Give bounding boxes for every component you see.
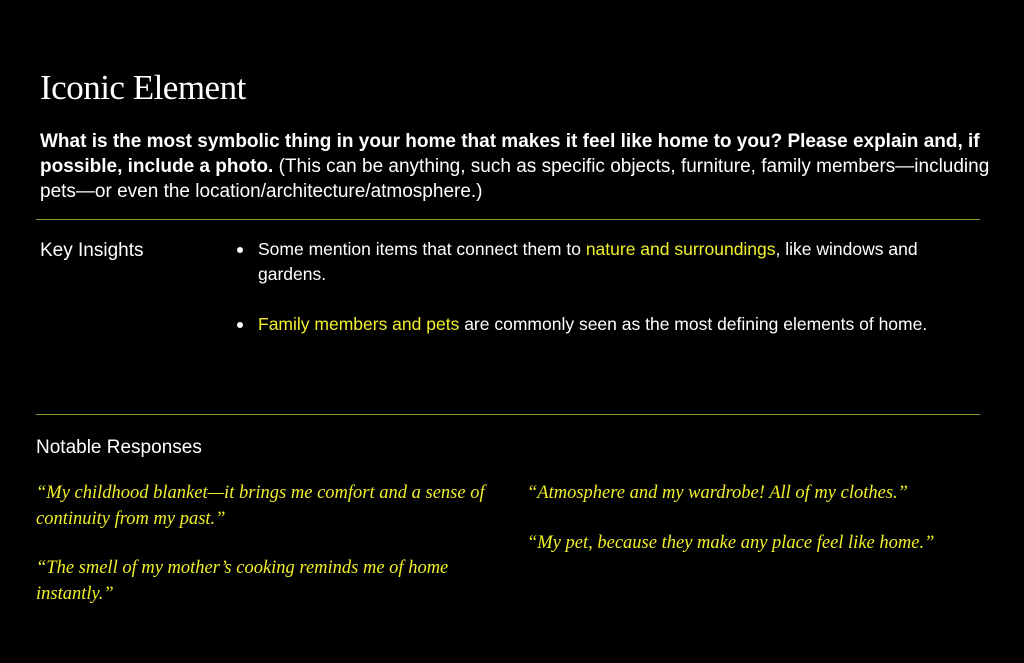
response-quote: “The smell of my mother’s cooking reminds me of home instantly.” bbox=[36, 558, 449, 604]
bullet-icon bbox=[237, 247, 243, 253]
insight-text: , like windows and gardens. bbox=[258, 239, 918, 284]
key-insights-list bbox=[236, 237, 984, 362]
insight-text: are commonly seen as the most defining elements of home. bbox=[459, 314, 928, 334]
key-insights-label: Key Insights bbox=[40, 240, 144, 261]
question-bold-text: What is the most symbolic thing in your home that makes it feel like home to you? Please explain and, if possible, include a photo. bbox=[40, 131, 980, 177]
page-title: Iconic Element bbox=[40, 68, 246, 107]
section-divider bbox=[36, 219, 980, 220]
bullet-icon bbox=[237, 322, 243, 328]
insight-item bbox=[236, 237, 984, 287]
insight-highlight: Family members and pets bbox=[258, 314, 460, 334]
response-quote: “Atmosphere and my wardrobe! All of my clothes.” bbox=[527, 483, 908, 503]
response-quote: “My pet, because they make any place feel like home.” bbox=[527, 533, 935, 553]
insight-highlight: nature and surroundings bbox=[585, 239, 776, 259]
question-note-text: (This can be anything, such as specific objects, furniture, family members—including pets—or even the location/architecture/atmosphere.) bbox=[40, 156, 990, 202]
response-quote: “My childhood blanket—it brings me comfort and a sense of continuity from my past.” bbox=[36, 483, 485, 529]
section-divider bbox=[36, 414, 980, 415]
notable-responses-label: Notable Responses bbox=[36, 437, 202, 458]
survey-question bbox=[40, 129, 990, 204]
insight-text: Some mention items that connect them to bbox=[258, 239, 586, 259]
insight-item bbox=[236, 312, 984, 337]
